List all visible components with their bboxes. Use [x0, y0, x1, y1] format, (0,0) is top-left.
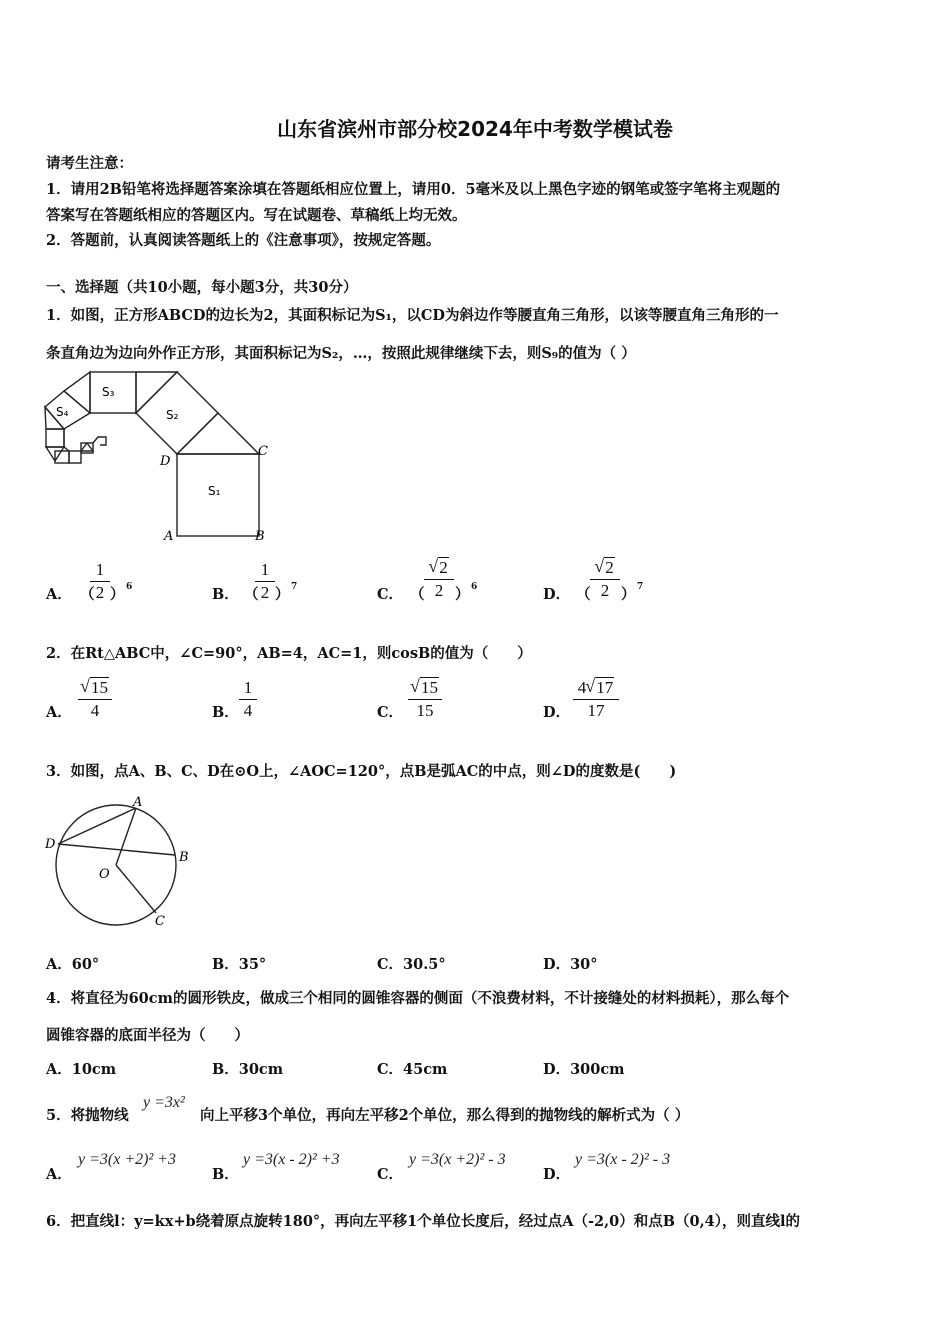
fig3-label-d: D	[45, 837, 56, 852]
q5-text-pre: 5．将抛物线	[46, 1107, 129, 1124]
q1-option-c-fraction: √ 2 2	[424, 558, 454, 601]
fig3-label-c: C	[155, 914, 165, 929]
fig1-label-d: D	[160, 454, 171, 469]
q3-option-a: A．60°	[46, 956, 100, 973]
q3-figure	[42, 792, 202, 932]
q4-option-b: B．30cm	[212, 1061, 284, 1078]
fig1-label-s4: S₄	[56, 405, 69, 419]
q4-option-d: D．300cm	[543, 1061, 625, 1078]
q1-option-b-exp: 7	[291, 582, 298, 592]
q5-option-c-label: C．	[377, 1166, 404, 1183]
q5-option-d-label: D．	[543, 1166, 571, 1183]
fig1-label-s1: S₁	[208, 484, 221, 498]
q5-option-a-label: A．	[46, 1166, 72, 1183]
notice-heading: 请考生注意：	[46, 155, 133, 172]
notice-line-1b: 答案写在答题纸相应的答题区内。写在试题卷、草稿纸上均无效。	[46, 207, 467, 224]
q1-option-b-lparen: （	[244, 586, 259, 603]
q6-text: 6．把直线l：y=kx+b绕着原点旋转180°，再向左平移1个单位长度后，经过点A（-2,0）和点B（0,4），则直线l的	[46, 1213, 800, 1230]
q1-option-b-rparen: ）	[275, 586, 290, 603]
q5-option-a-expr: y =3(x +2)² +3	[78, 1151, 177, 1168]
fig3-label-o: O	[99, 867, 110, 882]
q1-option-b-label: B．	[212, 586, 239, 603]
notice-line-2: 2．答题前，认真阅读答题纸上的《注意事项》，按规定答题。	[46, 232, 441, 249]
q1-option-c-label: C．	[377, 586, 404, 603]
fig3-label-a: A	[133, 795, 143, 810]
q5-text-post: 向上平移3个单位，再向左平移2个单位，那么得到的抛物线的解析式为（ ）	[200, 1107, 690, 1124]
q2-option-a-label: A．	[46, 704, 72, 721]
q1-option-d-lparen: （	[576, 586, 591, 603]
q3-text: 3．如图，点A、B、C、D在⊙O上，∠AOC=120°，点B是弧AC的中点，则∠D的度数是( )	[46, 763, 677, 780]
q5-option-b-expr: y =3(x - 2)² +3	[243, 1151, 340, 1168]
fig3-label-b: B	[179, 850, 189, 865]
q4-text-line2: 圆锥容器的底面半径为（ ）	[46, 1027, 249, 1044]
q1-figure	[40, 365, 280, 545]
q5-option-d-expr: y =3(x - 2)² - 3	[575, 1151, 671, 1168]
q5-formula: y =3x²	[143, 1094, 185, 1111]
q1-option-c-lparen: （	[410, 586, 425, 603]
q1-option-a-exp: 6	[126, 582, 133, 592]
q1-option-d-exp: 7	[637, 582, 644, 592]
q2-option-b-fraction: 1 4	[239, 678, 257, 721]
q2-option-a-fraction: √ 15 4	[78, 678, 112, 721]
q1-option-c-rparen: ）	[455, 586, 470, 603]
q5-option-c-expr: y =3(x +2)² - 3	[409, 1151, 506, 1168]
q1-option-a-label: A．	[46, 586, 72, 603]
q5-option-b-label: B．	[212, 1166, 239, 1183]
fig1-label-s3: S₃	[102, 385, 115, 399]
q4-option-c: C．45cm	[377, 1061, 448, 1078]
q2-option-d-fraction: 4√ 17 17	[573, 678, 619, 721]
section-heading: 一、选择题（共10小题，每小题3分，共30分）	[46, 279, 358, 296]
page-title: 山东省滨州市部分校2024年中考数学模试卷	[277, 117, 673, 141]
fig1-label-a: A	[164, 529, 174, 544]
q1-option-d-fraction: √ 2 2	[590, 558, 620, 601]
q2-text: 2．在Rt△ABC中，∠C=90°，AB=4，AC=1，则cosB的值为（ ）	[46, 645, 532, 662]
q2-option-b-label: B．	[212, 704, 239, 721]
q1-option-a-fraction: 1 2	[90, 560, 110, 603]
q2-option-c-fraction: √ 15 15	[408, 678, 442, 721]
q1-option-d-rparen: ）	[621, 586, 636, 603]
q1-option-d-label: D．	[543, 586, 571, 603]
q1-option-a-lparen: （	[80, 586, 95, 603]
q3-option-d: D．30°	[543, 956, 598, 973]
fig1-label-c: C	[258, 444, 268, 459]
fig1-label-b: B	[255, 529, 265, 544]
q1-text-line1: 1．如图，正方形ABCD的边长为2，其面积标记为S₁，以CD为斜边作等腰直角三角形，以该等腰直角三角形的一	[46, 307, 779, 324]
q1-option-c-exp: 6	[471, 582, 478, 592]
q1-option-b-fraction: 1 2	[255, 560, 275, 603]
notice-line-1a: 1．请用2B铅笔将选择题答案涂填在答题纸相应位置上，请用0．5毫米及以上黑色字迹的钢笔或签字笔将主观题的	[46, 181, 781, 198]
q3-option-b: B．35°	[212, 956, 267, 973]
q1-text-line2: 条直角边为边向外作正方形，其面积标记为S₂，…，按照此规律继续下去，则S₉的值为（ ）	[46, 345, 636, 362]
q3-option-c: C．30.5°	[377, 956, 446, 973]
q2-option-c-label: C．	[377, 704, 404, 721]
q2-option-d-label: D．	[543, 704, 571, 721]
fig1-label-s2: S₂	[166, 408, 179, 422]
q4-text-line1: 4．将直径为60cm的圆形铁皮，做成三个相同的圆锥容器的侧面（不浪费材料，不计接缝处的材料损耗），那么每个	[46, 990, 790, 1007]
q1-option-a-rparen: ）	[110, 586, 125, 603]
q4-option-a: A．10cm	[46, 1061, 117, 1078]
